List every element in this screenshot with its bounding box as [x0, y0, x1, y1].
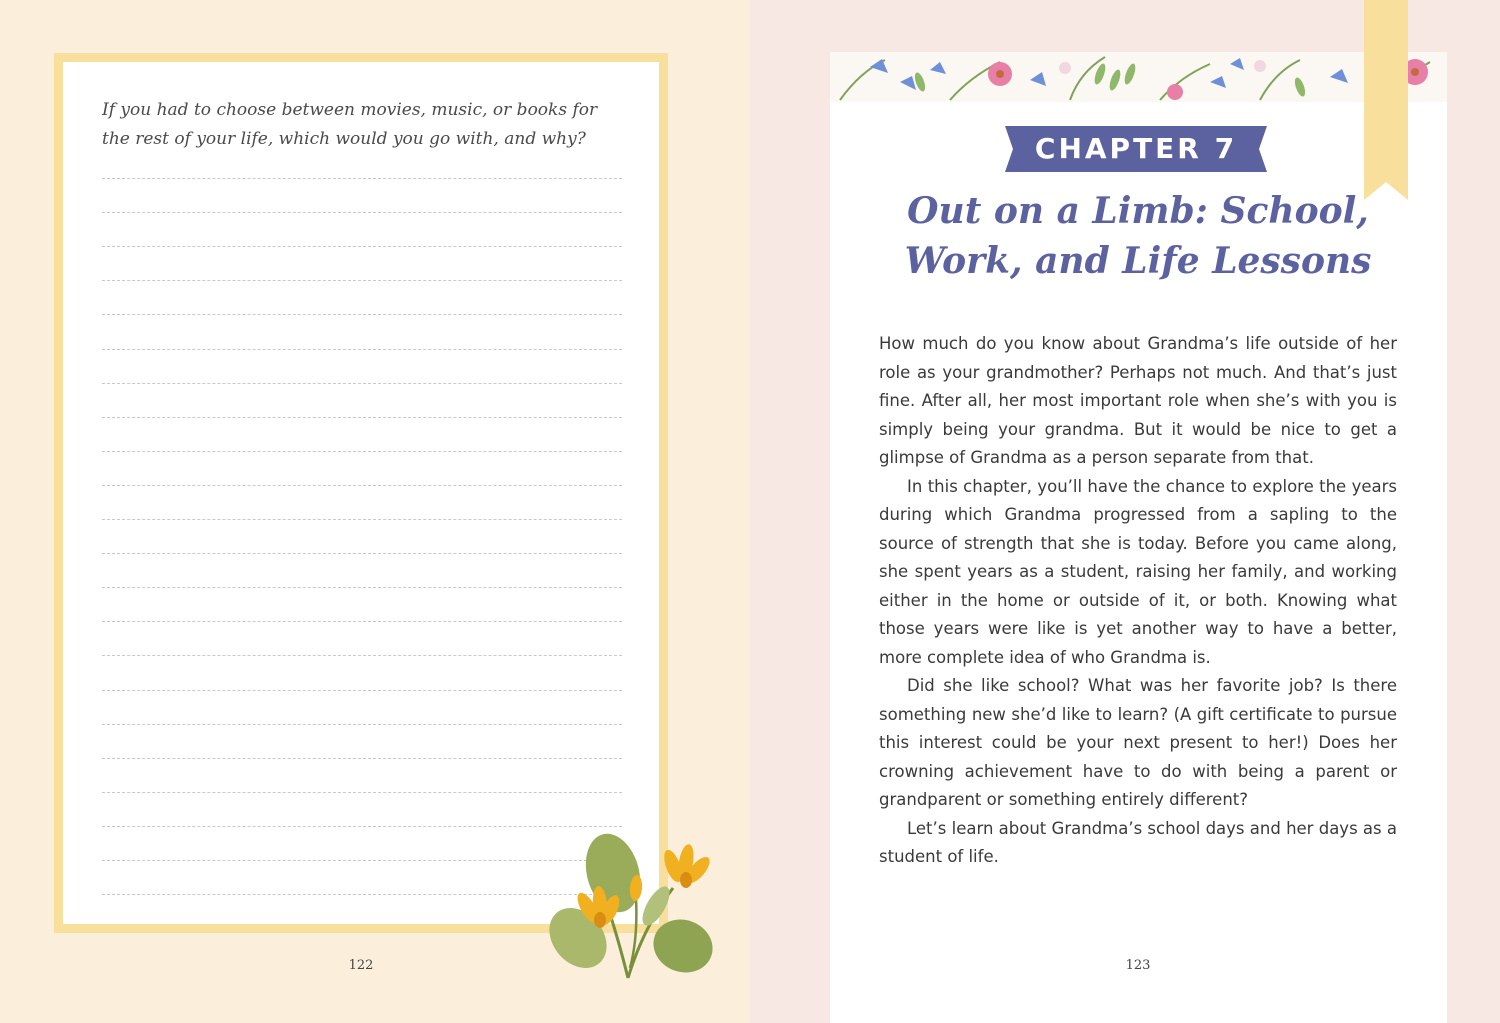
writing-line: [102, 860, 622, 861]
writing-line: [102, 792, 622, 793]
writing-line: [102, 417, 622, 418]
floral-border-icon: [830, 52, 1447, 102]
writing-line: [102, 485, 622, 486]
writing-line: [102, 655, 622, 656]
writing-line: [102, 280, 622, 281]
writing-line: [102, 690, 622, 691]
writing-line: [102, 587, 622, 588]
writing-line: [102, 246, 622, 247]
writing-line: [102, 553, 622, 554]
writing-line: [102, 383, 622, 384]
intro-paragraph: Did she like school? What was her favorite job? Is there something new she’d like to learn? (A gift certificate to pursue this interest could be your next present to her!) Does her crowning achievement have to do with being a parent or grandparent or something entirely different?: [879, 676, 1397, 809]
journal-frame: [54, 53, 668, 933]
writing-line: [102, 451, 622, 452]
journal-writing-area: [63, 62, 659, 924]
chapter-label: CHAPTER 7: [1034, 132, 1238, 165]
bookmark-ribbon-icon: [1364, 0, 1408, 200]
journal-prompt: If you had to choose between movies, music, or books for the rest of your life, which would you go with, and why?: [102, 100, 598, 149]
writing-line: [102, 519, 622, 520]
page-number-right: 123: [1125, 958, 1151, 973]
page-number-left: 122: [348, 958, 374, 973]
intro-paragraph: Let’s learn about Grandma’s school days and her days as a student of life.: [879, 818, 1397, 866]
writing-line: [102, 758, 622, 759]
writing-line: [102, 621, 622, 622]
writing-line: [102, 349, 622, 350]
intro-paragraph: How much do you know about Grandma’s life outside of her role as your grandmother? Perhaps not much. And that’s just fine. After all, her most important role when she’s with you is simply being your grandma. But it would be nice to get a glimpse of Grandma as a person separate from that.: [879, 334, 1397, 467]
writing-line: [102, 724, 622, 725]
chapter-intro: [879, 330, 1397, 872]
writing-line: [102, 314, 622, 315]
chapter-title: Out on a Limb: School, Work, and Life Lessons: [904, 190, 1372, 282]
writing-line: [102, 212, 622, 213]
yellow-flower-icon: [548, 828, 728, 988]
writing-line: [102, 826, 622, 827]
writing-line: [102, 894, 622, 895]
writing-line: [102, 178, 622, 179]
intro-paragraph: In this chapter, you’ll have the chance to explore the years during which Grandma progressed from a sapling to the source of strength that she is today. Before you came along, she spent years as a student, raising her family, and working either in the home or outside of it, or both. Knowing what those years were like is yet another way to have a better, more complete idea of who Grandma is.: [879, 476, 1397, 667]
